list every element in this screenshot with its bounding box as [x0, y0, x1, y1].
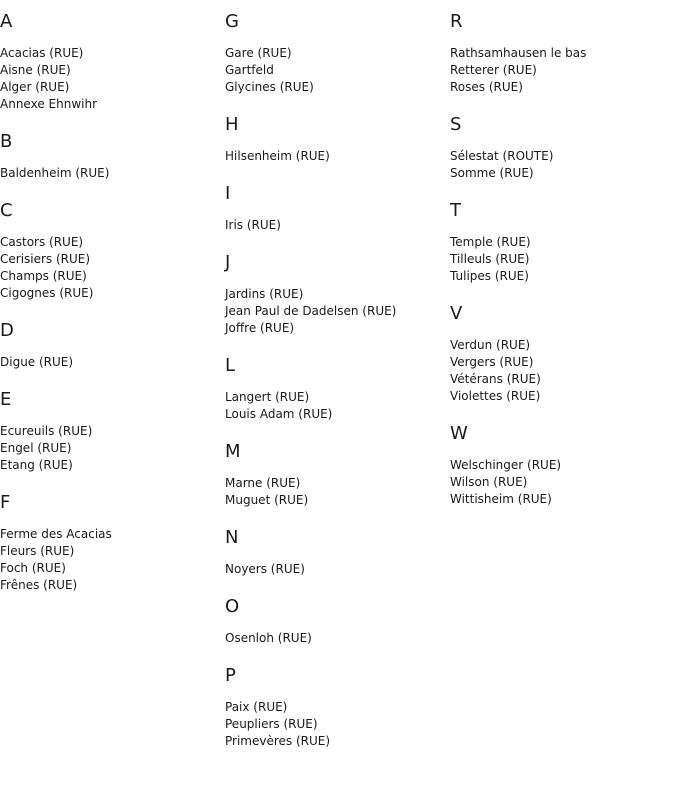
letter-heading: G — [225, 11, 239, 32]
street-list — [0, 526, 215, 594]
letter-group-i — [225, 184, 440, 234]
street-link[interactable]: Cigognes (RUE) — [0, 286, 94, 300]
street-link[interactable]: Jardins (RUE) — [225, 287, 304, 301]
street-link[interactable]: Champs (RUE) — [0, 269, 87, 283]
street-link[interactable]: Etang (RUE) — [0, 458, 73, 472]
street-link[interactable]: Gare (RUE) — [225, 46, 292, 60]
street-link[interactable]: Retterer (RUE) — [450, 63, 537, 77]
street-list — [225, 148, 440, 165]
street-link[interactable]: Primevères (RUE) — [225, 734, 331, 748]
letter-heading: W — [450, 423, 468, 444]
street-link[interactable]: Temple (RUE) — [450, 235, 531, 249]
street-column-2 — [225, 12, 440, 769]
letter-heading: N — [225, 527, 239, 548]
street-link[interactable]: Joffre (RUE) — [225, 321, 295, 335]
letter-heading: O — [225, 596, 240, 617]
street-link[interactable]: Muguet (RUE) — [225, 493, 309, 507]
letter-heading: R — [450, 11, 463, 32]
street-link[interactable]: Tulipes (RUE) — [450, 269, 529, 283]
letter-group-m — [225, 442, 440, 509]
street-list — [225, 45, 440, 96]
letter-heading: E — [0, 389, 12, 410]
letter-heading: A — [0, 11, 13, 32]
street-link[interactable]: Sélestat (ROUTE) — [450, 149, 554, 163]
street-link[interactable]: Engel (RUE) — [0, 441, 72, 455]
letter-heading: L — [225, 355, 236, 376]
street-list — [225, 286, 440, 337]
letter-group-g — [225, 12, 440, 96]
street-link[interactable]: Tilleuls (RUE) — [450, 252, 530, 266]
street-link[interactable]: Vétérans (RUE) — [450, 372, 541, 386]
street-link[interactable]: Foch (RUE) — [0, 561, 66, 575]
letter-heading: B — [0, 131, 13, 152]
street-list — [225, 561, 440, 578]
letter-heading: P — [225, 665, 236, 686]
street-column-1 — [0, 12, 215, 613]
street-link[interactable]: Wilson (RUE) — [450, 475, 528, 489]
street-link[interactable]: Osenloh (RUE) — [225, 631, 312, 645]
street-list — [225, 389, 440, 423]
letter-group-l — [225, 356, 440, 423]
street-link[interactable]: Paix (RUE) — [225, 700, 288, 714]
street-link[interactable]: Peupliers (RUE) — [225, 717, 318, 731]
letter-group-d — [0, 321, 215, 371]
street-link[interactable]: Castors (RUE) — [0, 235, 84, 249]
street-link[interactable]: Jean Paul de Dadelsen (RUE) — [225, 304, 397, 318]
letter-group-w — [450, 424, 665, 508]
street-link[interactable]: Ecureuils (RUE) — [0, 424, 93, 438]
street-link[interactable]: Roses (RUE) — [450, 80, 523, 94]
street-link[interactable]: Hilsenheim (RUE) — [225, 149, 330, 163]
letter-heading: S — [450, 114, 462, 135]
street-list — [225, 630, 440, 647]
street-link[interactable]: Alger (RUE) — [0, 80, 70, 94]
letter-group-a — [0, 12, 215, 113]
letter-heading: I — [225, 183, 231, 204]
letter-heading: D — [0, 320, 14, 341]
street-list — [450, 148, 665, 182]
letter-group-b — [0, 132, 215, 182]
letter-heading: F — [0, 492, 11, 513]
letter-group-s — [450, 115, 665, 182]
street-list — [450, 337, 665, 405]
street-link[interactable]: Rathsamhausen le bas — [450, 46, 587, 60]
street-list — [0, 45, 215, 113]
street-list — [225, 217, 440, 234]
street-link[interactable]: Aisne (RUE) — [0, 63, 71, 77]
street-list — [0, 423, 215, 474]
street-link[interactable]: Annexe Ehnwihr — [0, 97, 98, 111]
street-column-3 — [450, 12, 665, 527]
letter-group-f — [0, 493, 215, 594]
street-list — [0, 354, 215, 371]
street-link[interactable]: Violettes (RUE) — [450, 389, 541, 403]
street-link[interactable]: Marne (RUE) — [225, 476, 301, 490]
street-link[interactable]: Welschinger (RUE) — [450, 458, 562, 472]
letter-heading: V — [450, 303, 463, 324]
street-link[interactable]: Vergers (RUE) — [450, 355, 534, 369]
street-link[interactable]: Noyers (RUE) — [225, 562, 305, 576]
street-link[interactable]: Verdun (RUE) — [450, 338, 531, 352]
letter-heading: C — [0, 200, 13, 221]
street-link[interactable]: Langert (RUE) — [225, 390, 310, 404]
letter-heading: T — [450, 200, 461, 221]
letter-group-j — [225, 253, 440, 337]
street-list — [450, 457, 665, 508]
letter-group-h — [225, 115, 440, 165]
street-link[interactable]: Gartfeld — [225, 63, 274, 77]
street-list — [225, 699, 440, 750]
letter-heading: H — [225, 114, 239, 135]
street-link[interactable]: Louis Adam (RUE) — [225, 407, 333, 421]
street-link[interactable]: Wittisheim (RUE) — [450, 492, 552, 506]
street-link[interactable]: Somme (RUE) — [450, 166, 534, 180]
street-link[interactable]: Ferme des Acacias — [0, 527, 112, 541]
street-list — [450, 234, 665, 285]
letter-group-v — [450, 304, 665, 405]
street-list — [0, 234, 215, 302]
street-list — [225, 475, 440, 509]
letter-heading: M — [225, 441, 241, 462]
street-link[interactable]: Iris (RUE) — [225, 218, 281, 232]
letter-group-e — [0, 390, 215, 474]
street-list — [0, 165, 215, 182]
street-link[interactable]: Fleurs (RUE) — [0, 544, 75, 558]
letter-group-o — [225, 597, 440, 647]
letter-group-n — [225, 528, 440, 578]
letter-heading: J — [225, 252, 231, 273]
street-link[interactable]: Acacias (RUE) — [0, 46, 84, 60]
street-list — [450, 45, 665, 96]
street-link[interactable]: Baldenheim (RUE) — [0, 166, 110, 180]
street-link[interactable]: Cerisiers (RUE) — [0, 252, 91, 266]
letter-group-c — [0, 201, 215, 302]
letter-group-t — [450, 201, 665, 285]
street-link[interactable]: Frênes (RUE) — [0, 578, 78, 592]
letter-group-r — [450, 12, 665, 96]
street-link[interactable]: Digue (RUE) — [0, 355, 74, 369]
street-link[interactable]: Glycines (RUE) — [225, 80, 314, 94]
letter-group-p — [225, 666, 440, 750]
